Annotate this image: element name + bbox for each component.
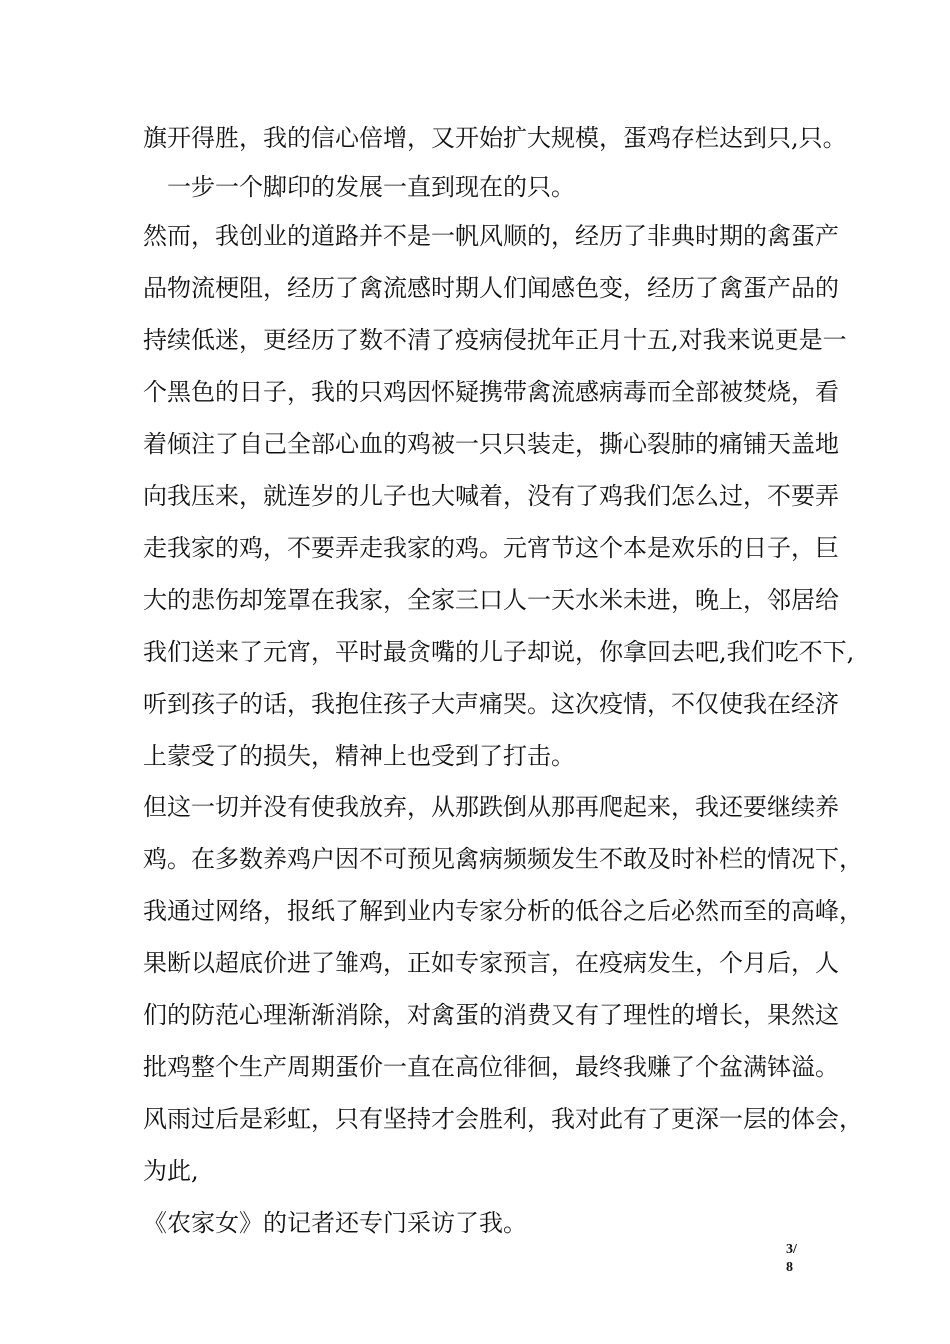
text-line-15: 鸡。在多数养鸡户因不可预见禽病频频发生不敢及时补栏的情况下， xyxy=(143,845,863,873)
text-line-9: 走我家的鸡，不要弄走我家的鸡。元宵节这个本是欢乐的日子，巨 xyxy=(143,534,839,562)
page-number-bottom: 8 xyxy=(786,1260,793,1275)
text-line-11: 我们送来了元宵，平时最贪嘴的儿子却说，你拿回去吧,我们吃不下, xyxy=(143,638,855,666)
page-number-top: 3/ xyxy=(786,1242,797,1257)
text-line-13: 上蒙受了的损失，精神上也受到了打击。 xyxy=(143,742,575,770)
text-line-3: 然而，我创业的道路并不是一帆风顺的，经历了非典时期的禽蛋产 xyxy=(143,222,839,250)
text-line-6: 个黑色的日子，我的只鸡因怀疑携带禽流感病毒而全部被焚烧，看 xyxy=(143,378,839,406)
text-line-2: 一步一个脚印的发展一直到现在的只。 xyxy=(143,173,575,201)
text-line-1: 旗开得胜，我的信心倍增，又开始扩大规模，蛋鸡存栏达到只,只。 xyxy=(143,124,847,152)
text-line-16: 我通过网络，报纸了解到业内专家分析的低谷之后必然而至的高峰， xyxy=(143,897,863,925)
text-line-7: 着倾注了自己全部心血的鸡被一只只装走，撕心裂肺的痛铺天盖地 xyxy=(143,430,839,458)
text-line-8: 向我压来，就连岁的儿子也大喊着，没有了鸡我们怎么过，不要弄 xyxy=(143,482,839,510)
text-line-17: 果断以超底价进了雏鸡，正如专家预言，在疫病发生，个月后，人 xyxy=(143,949,839,977)
text-line-14: 但这一切并没有使我放弃，从那跌倒从那再爬起来，我还要继续养 xyxy=(143,793,839,821)
text-line-5: 持续低迷，更经历了数不清了疫病侵扰年正月十五,对我来说更是一 xyxy=(143,326,847,354)
text-line-12: 听到孩子的话，我抱住孩子大声痛哭。这次疫情，不仅使我在经济 xyxy=(143,690,839,718)
text-line-20: 风雨过后是彩虹，只有坚持才会胜利，我对此有了更深一层的体会， xyxy=(143,1105,863,1133)
text-line-18: 们的防范心理渐渐消除，对禽蛋的消费又有了理性的增长，果然这 xyxy=(143,1001,839,1029)
text-line-10: 大的悲伤却笼罩在我家，全家三口人一天水米未进，晚上，邻居给 xyxy=(143,586,839,614)
text-line-4: 品物流梗阻，经历了禽流感时期人们闻感色变，经历了禽蛋产品的 xyxy=(143,274,839,302)
text-line-22: 《农家女》的记者还专门采访了我。 xyxy=(143,1209,527,1237)
text-line-19: 批鸡整个生产周期蛋价一直在高位徘徊，最终我赚了个盆满钵溢。 xyxy=(143,1053,839,1081)
text-line-21: 为此, xyxy=(143,1157,199,1185)
